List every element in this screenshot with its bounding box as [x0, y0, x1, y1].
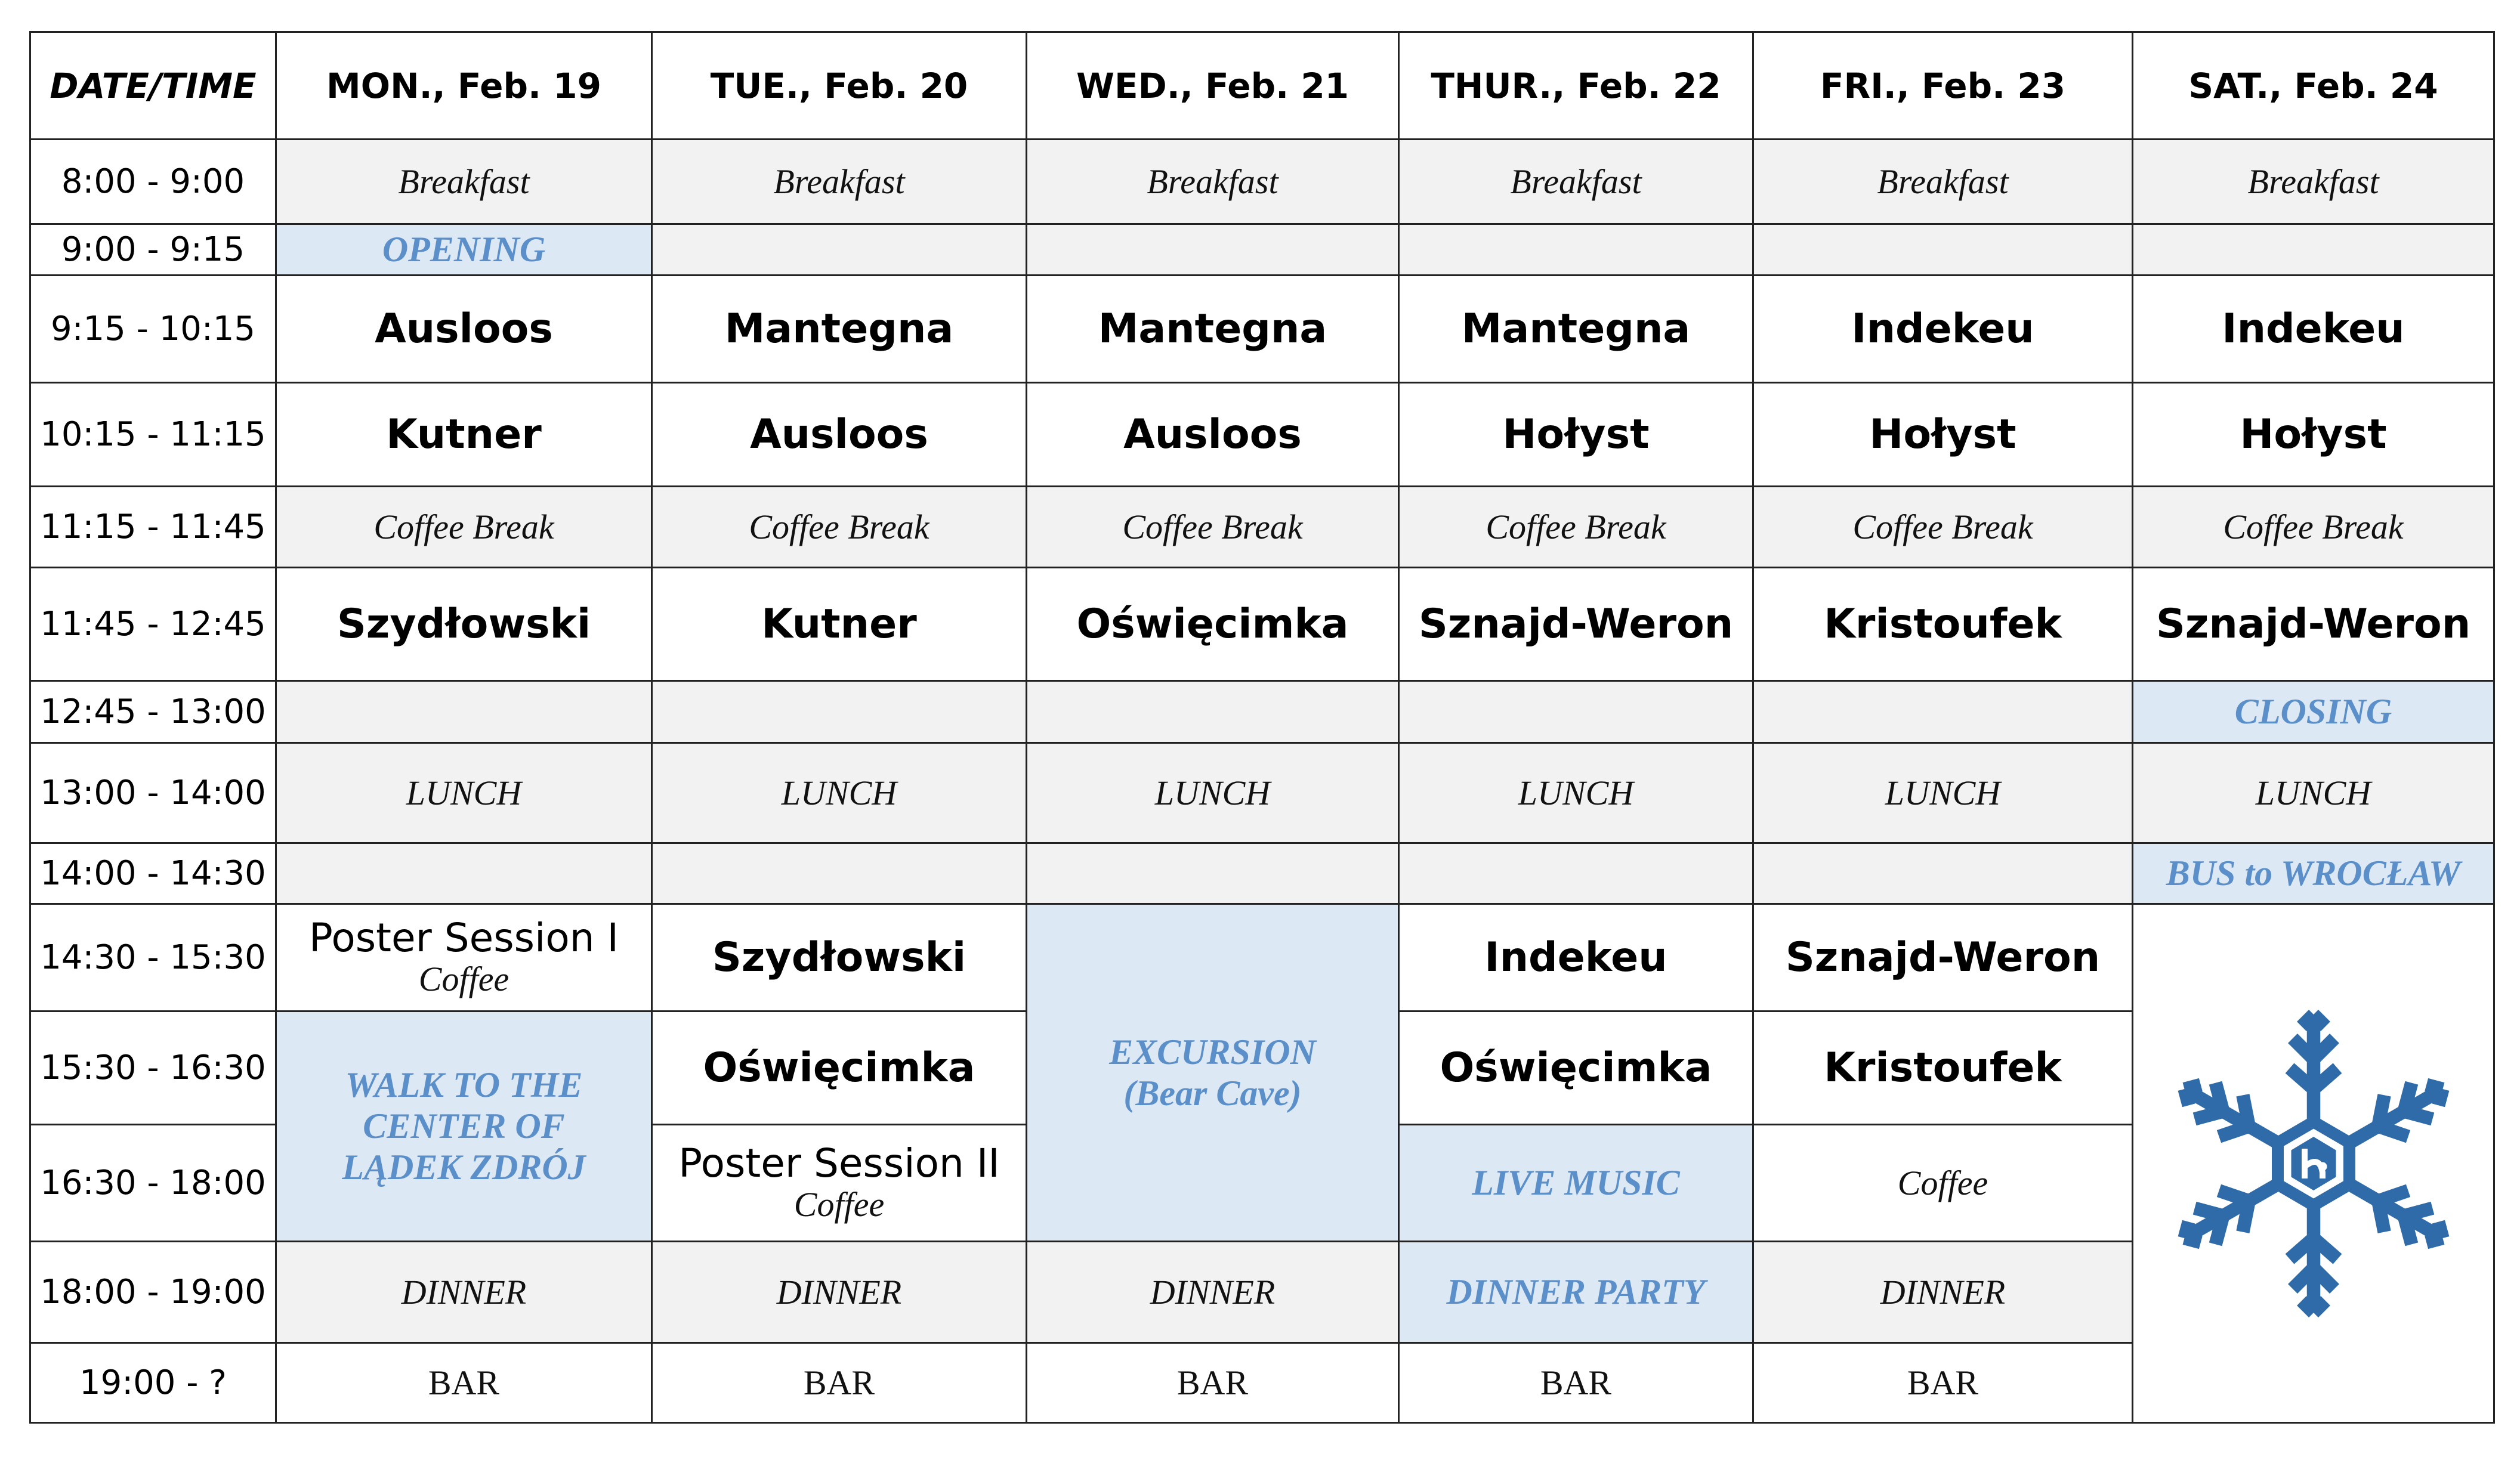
table-row: [30, 276, 2494, 383]
lunch-cell: LUNCH: [276, 743, 652, 843]
empty-cell: [1027, 843, 1399, 904]
table-row: [30, 487, 2494, 568]
walk-line: CENTER OF: [363, 1106, 565, 1146]
dinner-cell: DINNER: [1753, 1242, 2133, 1343]
schedule-table: [29, 31, 2495, 1424]
header-row: [30, 32, 2494, 140]
lunch-cell: LUNCH: [1027, 743, 1399, 843]
time-cell: 10:15 - 11:15: [30, 383, 276, 487]
empty-cell: [1027, 681, 1399, 743]
time-cell: 12:45 - 13:00: [30, 681, 276, 743]
lunch-cell: LUNCH: [652, 743, 1027, 843]
time-cell: 14:30 - 15:30: [30, 904, 276, 1012]
speaker-cell: Hołyst: [2133, 383, 2494, 487]
table-row: [30, 568, 2494, 681]
bar-cell: BAR: [1753, 1343, 2133, 1423]
coffee-break-cell: Coffee Break: [2133, 487, 2494, 568]
coffee-cell: Coffee: [1753, 1125, 2133, 1242]
speaker-cell: Ausloos: [276, 276, 652, 383]
time-cell: 15:30 - 16:30: [30, 1012, 276, 1125]
time-cell: 9:00 - 9:15: [30, 224, 276, 276]
empty-cell: [1399, 681, 1753, 743]
dinner-party-cell: DINNER PARTY: [1399, 1242, 1753, 1343]
walk-line: LĄDEK ZDRÓJ: [342, 1147, 586, 1187]
speaker-cell: Indekeu: [1753, 276, 2133, 383]
bar-cell: BAR: [652, 1343, 1027, 1423]
empty-cell: [2133, 224, 2494, 276]
time-cell: 16:30 - 18:00: [30, 1125, 276, 1242]
lunch-cell: LUNCH: [1753, 743, 2133, 843]
snowflake-logo-icon: [2164, 1003, 2463, 1325]
day-header-thu: THUR., Feb. 22: [1399, 32, 1753, 140]
empty-cell: [1753, 224, 2133, 276]
empty-cell: [1753, 843, 2133, 904]
speaker-cell: Oświęcimka: [1027, 568, 1399, 681]
speaker-cell: Oświęcimka: [652, 1012, 1027, 1125]
speaker-cell: Ausloos: [652, 383, 1027, 487]
coffee-break-cell: Coffee Break: [652, 487, 1027, 568]
empty-cell: [1399, 224, 1753, 276]
table-row: [30, 843, 2494, 904]
poster-session-cell: [276, 904, 652, 1012]
table-row: [30, 140, 2494, 224]
breakfast-cell: Breakfast: [276, 140, 652, 224]
time-cell: 13:00 - 14:00: [30, 743, 276, 843]
breakfast-cell: Breakfast: [2133, 140, 2494, 224]
speaker-cell: Sznajd-Weron: [1753, 904, 2133, 1012]
lunch-cell: LUNCH: [2133, 743, 2494, 843]
empty-cell: [276, 843, 652, 904]
time-cell: 14:00 - 14:30: [30, 843, 276, 904]
empty-cell: [652, 843, 1027, 904]
bar-cell: BAR: [1399, 1343, 1753, 1423]
speaker-cell: Szydłowski: [276, 568, 652, 681]
empty-cell: [652, 224, 1027, 276]
coffee-break-cell: Coffee Break: [276, 487, 652, 568]
day-header-mon: MON., Feb. 19: [276, 32, 652, 140]
time-cell: 11:45 - 12:45: [30, 568, 276, 681]
empty-cell: [1027, 224, 1399, 276]
speaker-cell: Ausloos: [1027, 383, 1399, 487]
walk-cell: [276, 1012, 652, 1242]
live-music-cell: LIVE MUSIC: [1399, 1125, 1753, 1242]
speaker-cell: Hołyst: [1753, 383, 2133, 487]
speaker-cell: Mantegna: [1399, 276, 1753, 383]
poster-session-sub: Coffee: [418, 959, 509, 998]
speaker-cell: Oświęcimka: [1399, 1012, 1753, 1125]
time-cell: 19:00 - ?: [30, 1343, 276, 1423]
lunch-cell: LUNCH: [1399, 743, 1753, 843]
speaker-cell: Kutner: [652, 568, 1027, 681]
speaker-cell: Szydłowski: [652, 904, 1027, 1012]
dinner-cell: DINNER: [652, 1242, 1027, 1343]
time-cell: 8:00 - 9:00: [30, 140, 276, 224]
opening-cell: OPENING: [276, 224, 652, 276]
time-cell: 11:15 - 11:45: [30, 487, 276, 568]
breakfast-cell: Breakfast: [1027, 140, 1399, 224]
speaker-cell: Mantegna: [652, 276, 1027, 383]
speaker-cell: Indekeu: [2133, 276, 2494, 383]
table-row: [30, 1343, 2494, 1423]
day-header-wed: WED., Feb. 21: [1027, 32, 1399, 140]
table-row: [30, 904, 2494, 1012]
table-row: [30, 681, 2494, 743]
bus-cell: BUS to WROCŁAW: [2133, 843, 2494, 904]
poster-session-cell: [652, 1125, 1027, 1242]
bar-cell: BAR: [276, 1343, 652, 1423]
coffee-break-cell: Coffee Break: [1399, 487, 1753, 568]
excursion-sub: (Bear Cave): [1123, 1073, 1302, 1113]
breakfast-cell: Breakfast: [1753, 140, 2133, 224]
speaker-cell: Mantegna: [1027, 276, 1399, 383]
speaker-cell: Indekeu: [1399, 904, 1753, 1012]
poster-session-sub: Coffee: [793, 1184, 885, 1224]
table-row: [30, 383, 2494, 487]
empty-cell: [652, 681, 1027, 743]
speaker-cell: Kristoufek: [1753, 568, 2133, 681]
table-row: [30, 224, 2494, 276]
empty-cell: [1399, 843, 1753, 904]
table-row: [30, 1242, 2494, 1343]
breakfast-cell: Breakfast: [1399, 140, 1753, 224]
snowflake-logo-cell: [2133, 904, 2494, 1423]
speaker-cell: Kristoufek: [1753, 1012, 2133, 1125]
poster-session-title: Poster Session I: [308, 915, 619, 961]
coffee-break-cell: Coffee Break: [1027, 487, 1399, 568]
dinner-cell: DINNER: [1027, 1242, 1399, 1343]
empty-cell: [276, 681, 652, 743]
day-header-tue: TUE., Feb. 20: [652, 32, 1027, 140]
speaker-cell: Hołyst: [1399, 383, 1753, 487]
breakfast-cell: Breakfast: [652, 140, 1027, 224]
speaker-cell: Kutner: [276, 383, 652, 487]
coffee-break-cell: Coffee Break: [1753, 487, 2133, 568]
speaker-cell: Sznajd-Weron: [1399, 568, 1753, 681]
table-row: [30, 743, 2494, 843]
empty-cell: [1753, 681, 2133, 743]
day-header-fri: FRI., Feb. 23: [1753, 32, 2133, 140]
bar-cell: BAR: [1027, 1343, 1399, 1423]
excursion-title: EXCURSION: [1109, 1032, 1316, 1072]
walk-line: WALK TO THE: [345, 1065, 583, 1105]
poster-session-title: Poster Session II: [678, 1140, 1000, 1187]
speaker-cell: Sznajd-Weron: [2133, 568, 2494, 681]
time-cell: 18:00 - 19:00: [30, 1242, 276, 1343]
dinner-cell: DINNER: [276, 1242, 652, 1343]
closing-cell: CLOSING: [2133, 681, 2494, 743]
corner-header: DATE/TIME: [30, 32, 276, 140]
day-header-sat: SAT., Feb. 24: [2133, 32, 2494, 140]
time-cell: 9:15 - 10:15: [30, 276, 276, 383]
excursion-cell: [1027, 904, 1399, 1242]
